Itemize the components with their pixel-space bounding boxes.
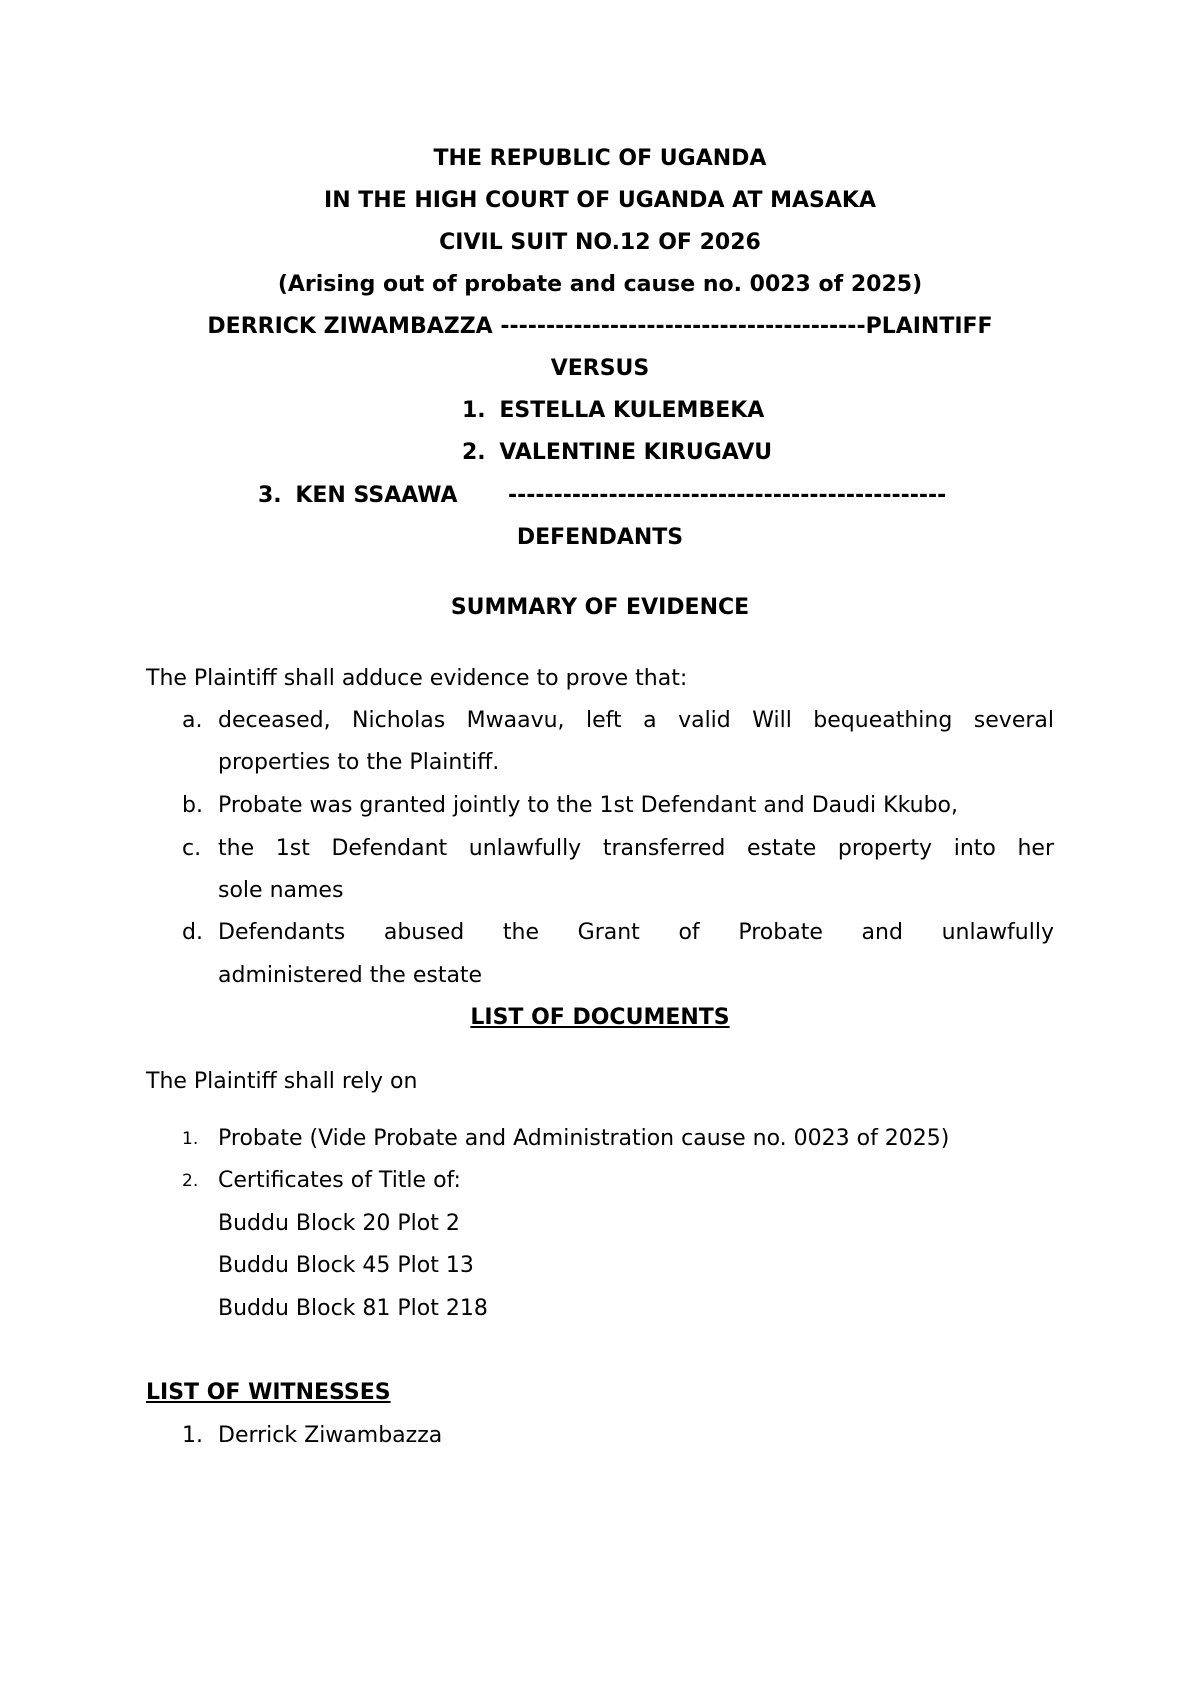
list-marker: b. (182, 793, 203, 818)
witness-name: Derrick Ziwambazza (218, 1423, 443, 1448)
defendant-name: ESTELLA KULEMBEKA (499, 398, 765, 423)
summary-item-text: Probate was granted jointly to the 1st Defendant and Daudi Kkubo, (218, 793, 958, 818)
defendant-1 (462, 396, 764, 426)
list-marker: 1. (182, 1423, 203, 1448)
list-marker: 1. (182, 1129, 199, 1149)
republic-heading: THE REPUBLIC OF UGANDA (433, 146, 767, 171)
summary-item-text-cont: sole names (218, 878, 344, 903)
document-item-text: Certificates of Title of: (218, 1168, 461, 1193)
plaintiff-line: DERRICK ZIWAMBAZZA ----------------------------------------PLAINTIFF (207, 314, 993, 339)
defendants-label: DEFENDANTS (516, 525, 684, 550)
summary-item-text-cont: properties to the Plaintiff. (218, 750, 500, 775)
defendant-number: 1. (462, 398, 486, 423)
title-entry: Buddu Block 45 Plot 13 (218, 1253, 474, 1278)
defendant-3 (258, 481, 458, 511)
summary-intro: The Plaintiff shall adduce evidence to prove that: (146, 666, 688, 691)
documents-heading: LIST OF DOCUMENTS (470, 1005, 730, 1030)
defendant-name: VALENTINE KIRUGAVU (499, 440, 773, 465)
defendant-number: 3. (258, 483, 282, 508)
list-marker: 2. (182, 1171, 199, 1191)
summary-item-text-cont: administered the estate (218, 963, 483, 988)
summary-heading: SUMMARY OF EVIDENCE (450, 595, 750, 620)
arising-note: (Arising out of probate and cause no. 0023 of 2025) (277, 272, 923, 297)
title-entry: Buddu Block 81 Plot 218 (218, 1296, 488, 1321)
list-marker: c. (182, 836, 202, 861)
court-heading: IN THE HIGH COURT OF UGANDA AT MASAKA (324, 188, 876, 213)
defendant-2 (462, 438, 772, 468)
summary-item-text: deceased, Nicholas Mwaavu, left a valid Will bequeathing several (218, 708, 1054, 733)
title-entry: Buddu Block 20 Plot 2 (218, 1211, 460, 1236)
list-marker: d. (182, 920, 203, 945)
document-item-text: Probate (Vide Probate and Administration cause no. 0023 of 2025) (218, 1126, 950, 1151)
documents-intro: The Plaintiff shall rely on (146, 1069, 418, 1094)
defendant-dashes: ------------------------------------------------ (508, 483, 947, 508)
summary-item-text: Defendants abused the Grant of Probate and unlawfully (218, 920, 1054, 945)
summary-item-text: the 1st Defendant unlawfully transferred estate property into her (218, 836, 1054, 861)
versus-label: VERSUS (550, 356, 650, 381)
defendant-name: KEN SSAAWA (295, 483, 458, 508)
suit-number: CIVIL SUIT NO.12 OF 2026 (439, 230, 761, 255)
defendant-number: 2. (462, 440, 486, 465)
witnesses-heading: LIST OF WITNESSES (146, 1380, 391, 1405)
list-marker: a. (182, 708, 203, 733)
